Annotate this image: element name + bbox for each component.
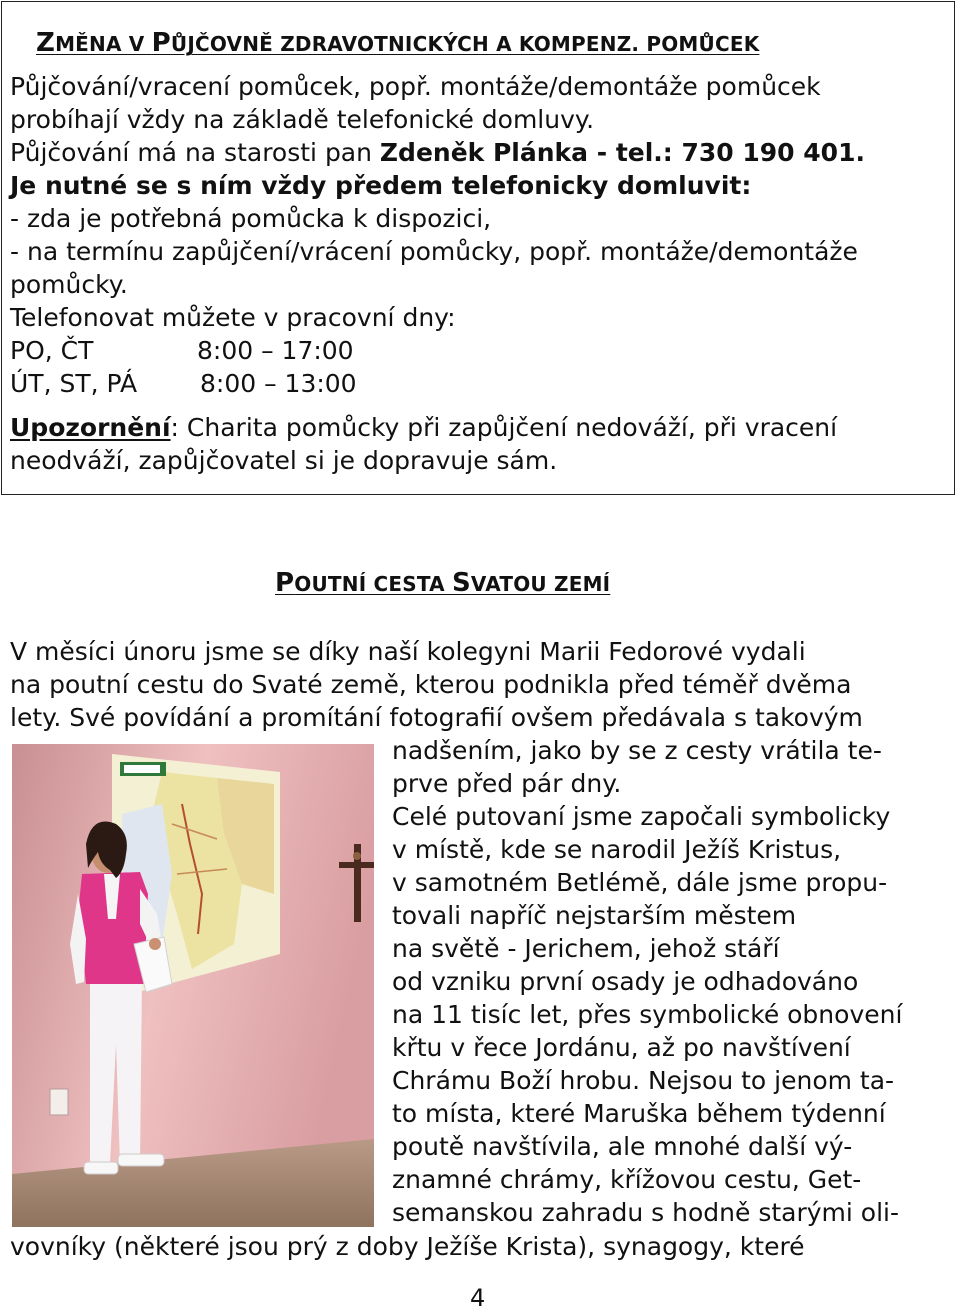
notice-line: neodváží, zapůjčovatel si je dopravuje sám. — [10, 446, 558, 475]
article-line: nadšením, jako by se z cesty vrátila te- — [392, 736, 882, 765]
article-line: Celé putovaní jsme započali symbolicky — [392, 802, 891, 831]
article-line: poutě navštívila, ale mnohé další vý- — [392, 1132, 853, 1161]
article-line: vovníky (některé jsou prý z doby Ježíše Krista), synagogy, které — [10, 1232, 805, 1261]
article-line: v místě, kde se narodil Ježíš Kristus, — [392, 835, 842, 864]
article-line: prve před pár dny. — [392, 769, 622, 798]
lending-heading: ZMĚNA V PŮJČOVNĚ ZDRAVOTNICKÝCH A KOMPENZ. POMŮCEK — [36, 28, 760, 58]
article-line: na 11 tisíc let, přes symbolické obnovení — [392, 1000, 903, 1029]
article-line: v samotném Betlémě, dále jsme propu- — [392, 868, 888, 897]
article-line: od vzniku první osady je odhadováno — [392, 967, 859, 996]
lending-text-line: - zda je potřebná pomůcka k dispozici, — [10, 204, 492, 233]
notice-line: Upozornění: Charita pomůcky při zapůjčení nedováží, při vracení — [10, 413, 838, 442]
contact-name-phone: Zdeněk Plánka - tel.: 730 190 401. — [379, 138, 865, 167]
article-line: na světě - Jerichem, jehož stáří — [392, 934, 780, 963]
lending-text-line: probíhají vždy na základě telefonické domluvy. — [10, 105, 595, 134]
article-line: Chrámu Boží hrobu. Nejsou to jenom ta- — [392, 1066, 895, 1095]
article-line: tovali napříč nejstarším městem — [392, 901, 797, 930]
lending-instruction: Je nutné se s ním vždy předem telefonicky domluvit: — [10, 171, 752, 200]
article-line: lety. Své povídání a promítání fotografií ovšem předávala s takovým — [10, 703, 863, 732]
schedule-hours: 8:00 – 17:00 — [197, 336, 354, 365]
article-line: to místa, které Maruška během týdenní — [392, 1099, 886, 1128]
schedule-days: PO, ČT — [10, 336, 94, 365]
schedule-hours: 8:00 – 13:00 — [200, 369, 357, 398]
page-number: 4 — [470, 1284, 486, 1312]
article-line: znamné chrámy, křížovou cestu, Get- — [392, 1165, 862, 1194]
lending-text-line: pomůcky. — [10, 270, 128, 299]
article-heading: POUTNÍ CESTA SVATOU ZEMÍ — [275, 568, 611, 598]
contact-line: Půjčování má na starosti pan Zdeněk Plánka - tel.: 730 190 401. — [10, 138, 865, 167]
article-line: na poutní cestu do Svaté země, kterou podnikla před téměř dvěma — [10, 670, 852, 699]
article-line: V měsíci únoru jsme se díky naší kolegyni Marii Fedorové vydali — [10, 637, 806, 666]
lending-text-line: Půjčování/vracení pomůcek, popř. montáže/demontáže pomůcek — [10, 72, 821, 101]
notice-label: Upozornění — [10, 413, 171, 442]
article-line: semanskou zahradu s hodně starými oli- — [392, 1198, 899, 1227]
presentation-photo — [12, 744, 374, 1227]
article-line: křtu v řece Jordánu, až po navštívení — [392, 1033, 851, 1062]
lending-text-line: Telefonovat můžete v pracovní dny: — [10, 303, 456, 332]
schedule-days: ÚT, ST, PÁ — [10, 369, 138, 398]
lending-text-line: - na termínu zapůjčení/vrácení pomůcky, popř. montáže/demontáže — [10, 237, 858, 266]
